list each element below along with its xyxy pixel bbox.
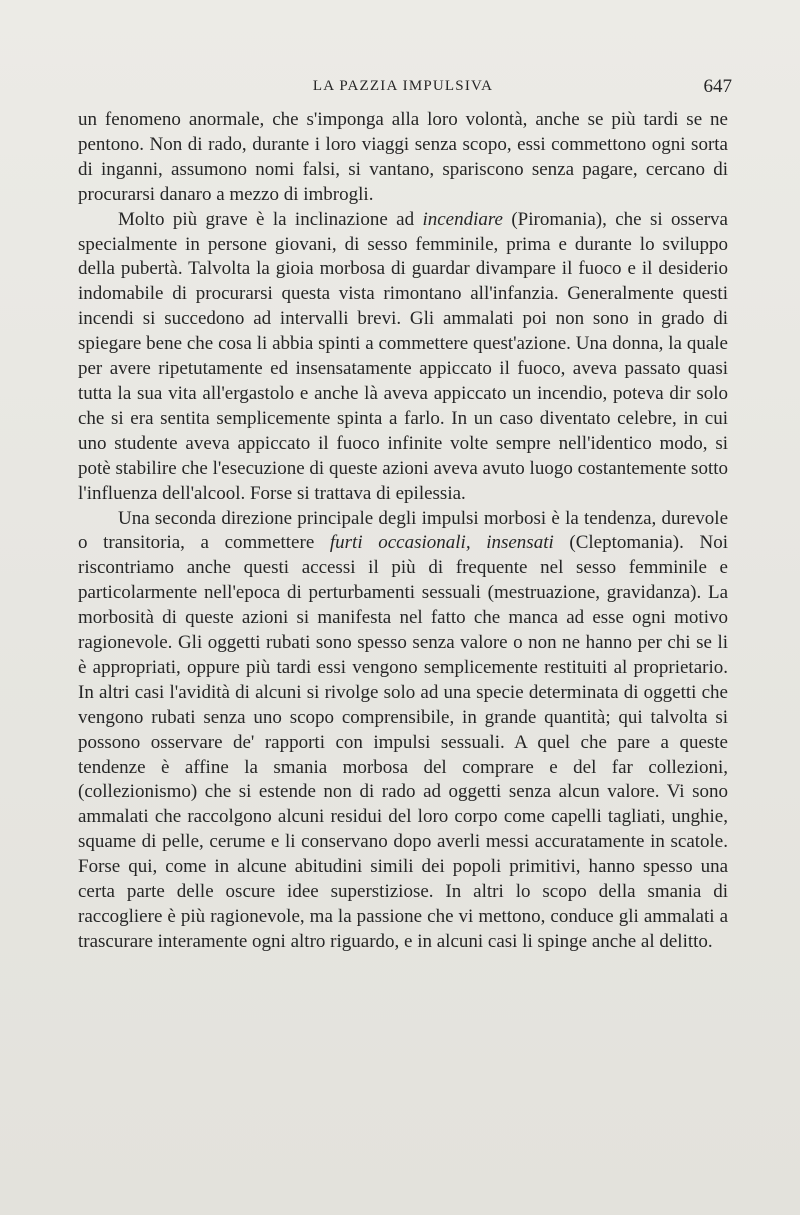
body-text (78, 108, 728, 955)
paragraph-3 (78, 507, 728, 955)
page-header (78, 76, 732, 106)
paragraph-2-text-rest: (Piromania), che si osserva specialmente in persone giovani, di sesso femminile, prima e durante lo sviluppo della pubertà. Talvolta la gioia morbosa di guardar divampare il fuoco e il desiderio indomabile di procurarsi questa vista rimontano all'infanzia. Generalmente questi incendi si succedono ad intervalli brevi. Gli ammalati poi non sono in grado di spiegare bene che cosa li abbia spinti a commettere quest'azione. Una donna, la quale per avere ripetutamente ed insensatamente appiccato il fuoco, aveva passato quasi tutta la sua vita all'ergastolo e anche là aveva appiccato un incendio, poteva dir solo che si era sentita semplicemente spinta a farlo. In un caso diventato celebre, in cui uno studente aveva appiccato il fuoco infinite volte sempre nell'identico modo, si potè stabilire che l'esecuzione di queste azioni aveva avuto luogo costantemente sotto l'influenza dell'alcool. Forse si trattava di epilessia. (78, 208, 728, 504)
italic-term-incendiare: incendiare (422, 208, 503, 230)
page-number: 647 (703, 76, 732, 97)
paragraph-2-text-start: Molto più grave è la inclinazione ad (118, 208, 423, 230)
paragraph-1: un fenomeno anormale, che s'imponga alla loro volontà, anche se più tardi se ne pentono. Non di rado, durante i loro viaggi senza scopo, essi commettono ogni sorta di inganni, assumono nomi falsi, si vantano, spariscono senza pagare, cercano di procurarsi danaro a mezzo di imbrogli. (78, 109, 728, 205)
italic-term-furti: furti occasionali, insensati (329, 532, 554, 554)
paragraph-2 (78, 208, 728, 507)
running-head: LA PAZZIA IMPULSIVA (312, 78, 494, 94)
paragraph-3-text-start: Una seconda direzione principale degli impulsi morbosi è la tendenza, durevole o transitoria, a commettere (78, 507, 728, 554)
paragraph-3-text-rest: (Cleptomania). Noi riscontriamo anche questi accessi il più di frequente nel sesso femminile e particolarmente nell'epoca di perturbamenti sessuali (mestruazione, gravidanza). La morbosità di queste azioni si manifesta nel fatto che manca ad esse ogni motivo ragionevole. Gli oggetti rubati sono spesso senza valore o non ne hanno per chi se li è appropriati, oppure più tardi essi vengono semplicemente restituiti al proprietario. In altri casi l'avidità di alcuni si rivolge solo ad una specie determinata di oggetti che vengono rubati senza uno scopo comprensibile, in grande quantità; qui talvolta si possono osservare de' rapporti con impulsi sessuali. A quel che pare a queste tendenze è affine la smania morbosa del comprare e del far collezioni, (collezionismo) che si estende non di rado ad oggetti senza alcun valore. Vi sono ammalati che raccolgono alcuni residui del loro corpo come capelli tagliati, unghie, squame di pelle, cerume e li conservano dopo averli messi accuratamente in scatole. Forse qui, come in alcune abitudini simili dei popoli primitivi, hanno spesso una certa parte delle oscure idee superstiziose. In altri lo scopo della smania di raccogliere è più ragionevole, ma la passione che vi mettono, conduce gli ammalati a trascurare interamente ogni altro riguardo, e in alcuni casi li spinge anche al delitto. (78, 532, 728, 952)
